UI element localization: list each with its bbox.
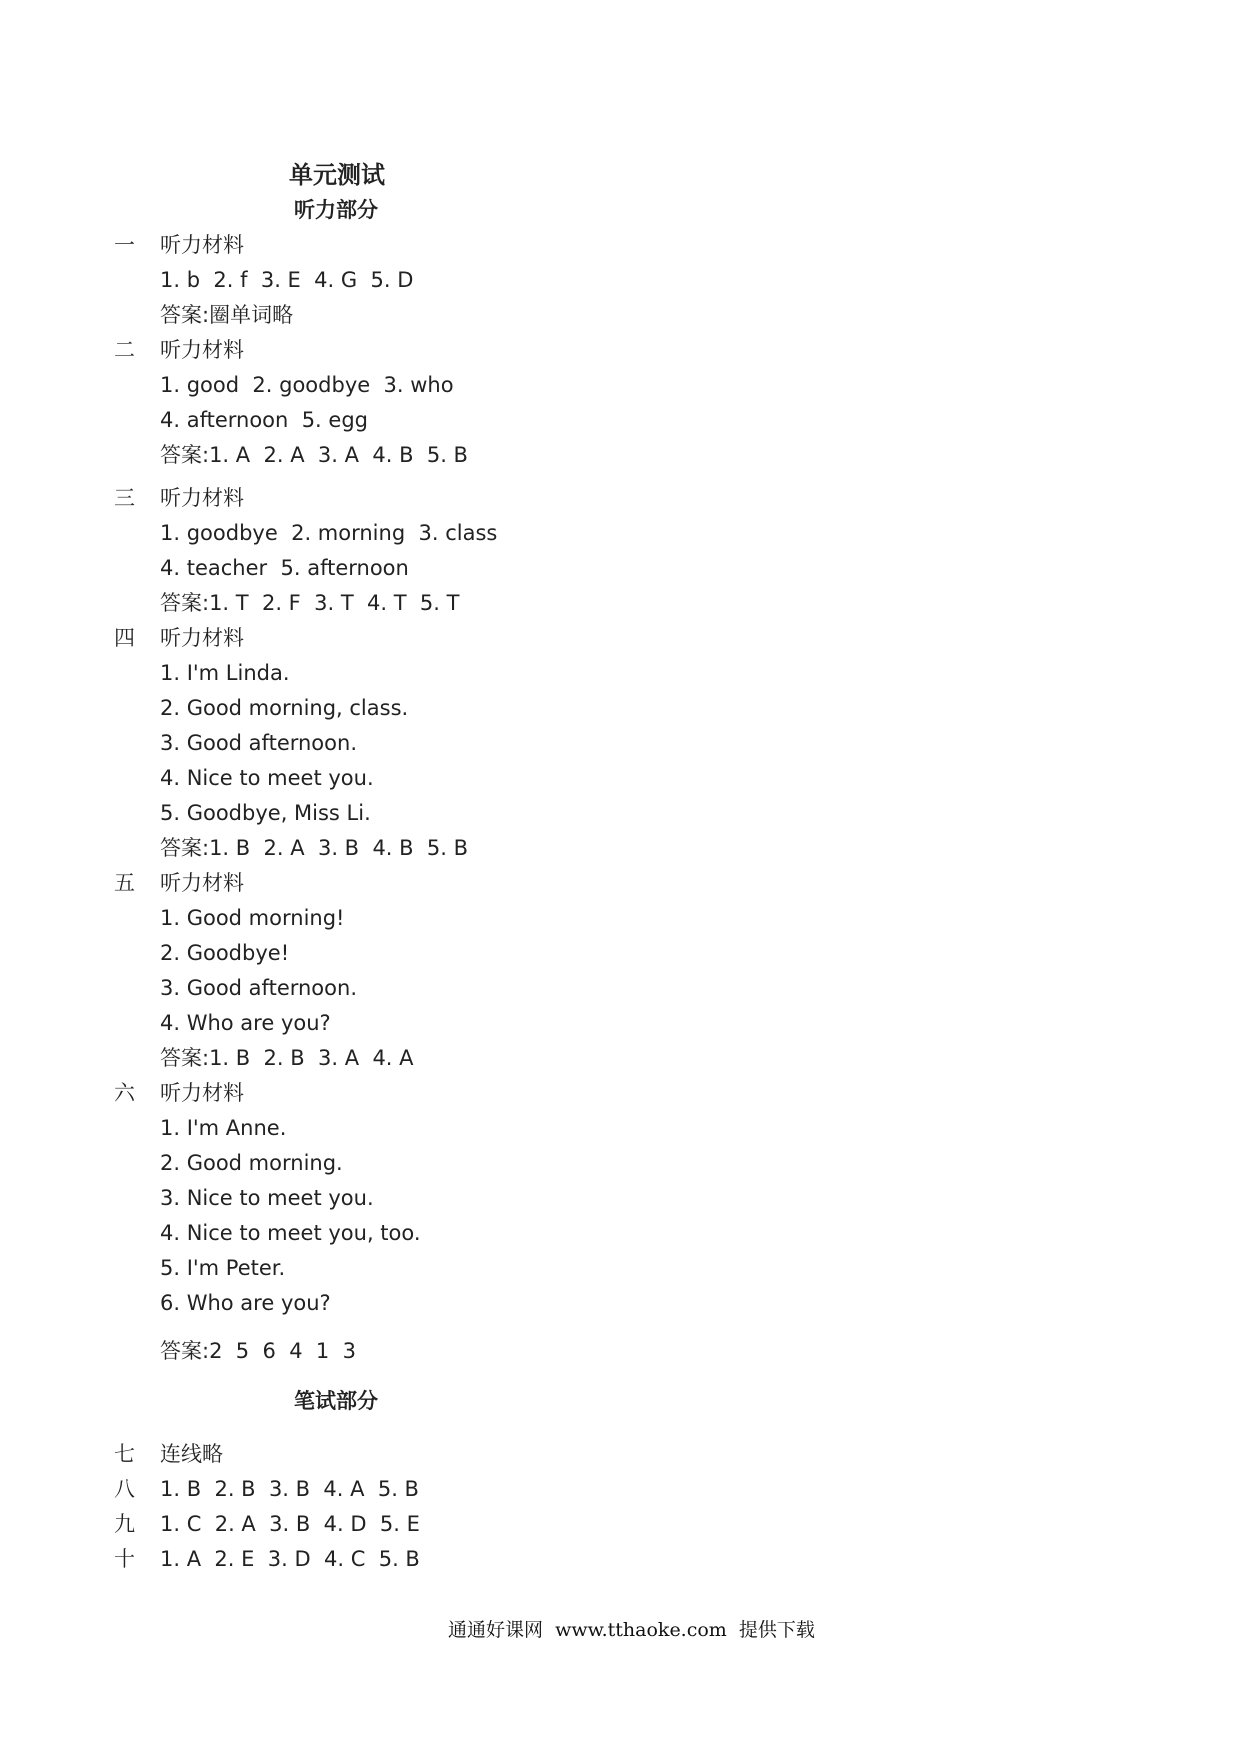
section-line: 1. I'm Anne. (160, 1116, 287, 1140)
writing-heading: 笔试部分 (294, 1389, 378, 1413)
section-line: 4. teacher 5. afternoon (160, 556, 409, 580)
section-line: 6. Who are you? (160, 1291, 331, 1315)
writing-text: 连线略 (160, 1442, 223, 1466)
section-line: 1. goodbye 2. morning 3. class (160, 521, 498, 545)
section-line: 1. Good morning! (160, 906, 345, 930)
section-number: 二 (114, 338, 135, 362)
section-line: 1. I'm Linda. (160, 661, 290, 685)
section-number: 三 (114, 486, 135, 510)
page-footer: 通通好课网 www.tthaoke.com 提供下载 (448, 1619, 815, 1641)
section-line: 3. Good afternoon. (160, 976, 357, 1000)
section-number: 五 (114, 871, 135, 895)
section-line: 2. Goodbye! (160, 941, 290, 965)
section-label: 听力材料 (160, 486, 244, 510)
section-line: 4. Nice to meet you, too. (160, 1221, 421, 1245)
section-line: 2. Good morning, class. (160, 696, 409, 720)
section-answer: 答案:1. T 2. F 3. T 4. T 5. T (160, 591, 460, 615)
section-line: 4. Nice to meet you. (160, 766, 374, 790)
writing-number: 七 (114, 1442, 135, 1466)
section-label: 听力材料 (160, 871, 244, 895)
writing-text: 1. A 2. E 3. D 4. C 5. B (160, 1547, 420, 1571)
section-line: 5. Goodbye, Miss Li. (160, 801, 371, 825)
section-label: 听力材料 (160, 626, 244, 650)
section-number: 一 (114, 233, 135, 257)
section-label: 听力材料 (160, 1081, 244, 1105)
section-line: 1. good 2. goodbye 3. who (160, 373, 454, 397)
writing-number: 十 (114, 1547, 135, 1571)
section-line: 5. I'm Peter. (160, 1256, 286, 1280)
section-label: 听力材料 (160, 338, 244, 362)
writing-text: 1. B 2. B 3. B 4. A 5. B (160, 1477, 419, 1501)
section-answer: 答案:1. B 2. A 3. B 4. B 5. B (160, 836, 469, 860)
page-title: 单元测试 (289, 161, 385, 189)
section-line: 4. Who are you? (160, 1011, 331, 1035)
section-number: 四 (114, 626, 135, 650)
section-line: 1. b 2. f 3. E 4. G 5. D (160, 268, 414, 292)
section-line: 3. Good afternoon. (160, 731, 357, 755)
section-line: 4. afternoon 5. egg (160, 408, 368, 432)
writing-number: 九 (114, 1512, 135, 1536)
section-line: 3. Nice to meet you. (160, 1186, 374, 1210)
section-answer: 答案:1. B 2. B 3. A 4. A (160, 1046, 414, 1070)
listening-heading: 听力部分 (294, 198, 378, 222)
section-answer: 答案:2 5 6 4 1 3 (160, 1339, 356, 1363)
section-answer: 答案:圈单词略 (160, 303, 294, 327)
section-number: 六 (114, 1081, 135, 1105)
section-answer: 答案:1. A 2. A 3. A 4. B 5. B (160, 443, 468, 467)
writing-number: 八 (114, 1477, 135, 1501)
section-label: 听力材料 (160, 233, 244, 257)
section-line: 2. Good morning. (160, 1151, 343, 1175)
writing-text: 1. C 2. A 3. B 4. D 5. E (160, 1512, 420, 1536)
